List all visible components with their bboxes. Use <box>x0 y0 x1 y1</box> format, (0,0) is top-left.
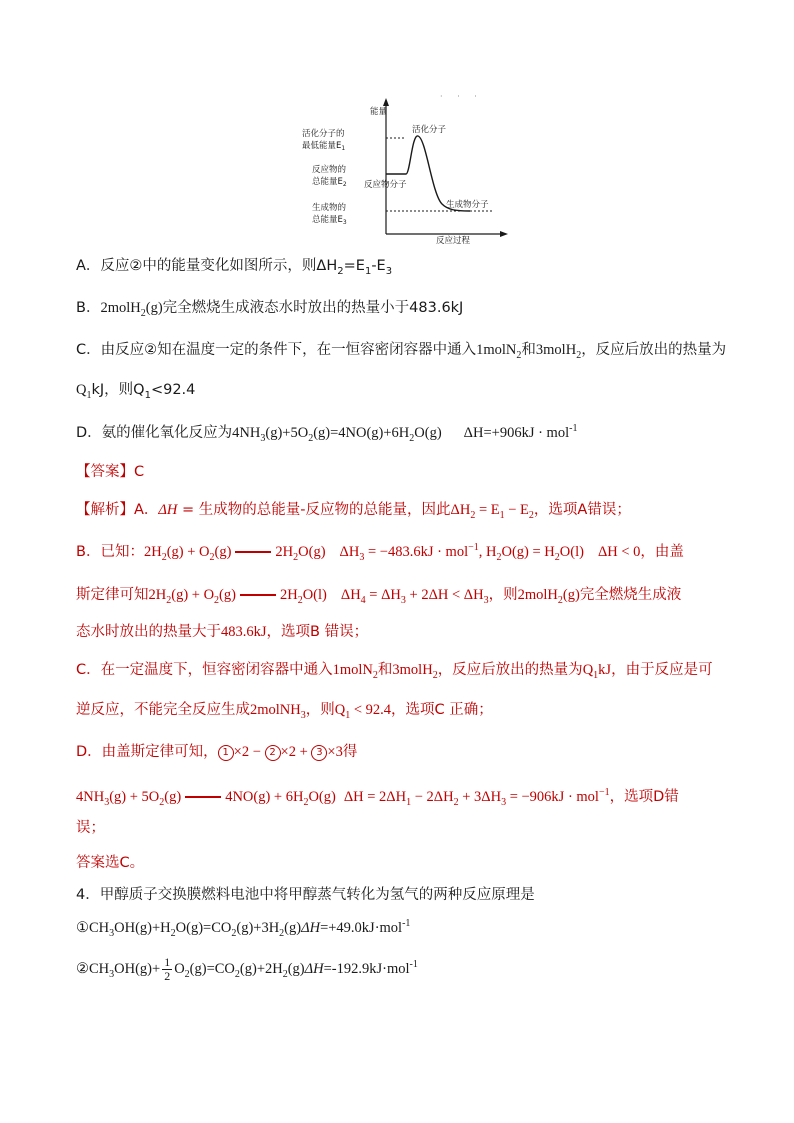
e3-label-2: 总能量$E_3$ <box>312 215 347 226</box>
e1-label-1: 活化分子的 <box>302 129 345 139</box>
option-c-line1: C．由反应②知在温度一定的条件下，在一恒容密闭容器中通入1molN$_2$和3molH$_2$，反应后放出的热量为 <box>76 342 727 361</box>
analysis-a: 【解析】A．ΔH = 生成物的总能量-反应物的总能量，因此$\Delta H_2 = E_1 - E_2$，选项A错误； <box>76 502 631 521</box>
circled-2: 2 <box>265 745 281 761</box>
question-4-reaction-1: $①CH_3OH(g)+H_2O(g)=CO_2(g)+3H_2(g)\Delta H=+49.0kJ\cdot mol^{-1}$ <box>76 918 411 939</box>
e2-label-1: 反应物的 <box>312 165 347 175</box>
answer-line: 【答案】C <box>76 464 145 480</box>
analysis-b-line3: 态水时放出的热量大于483.6kJ，选项B 错误； <box>76 624 369 640</box>
analysis-c-line1: C．在一定温度下，恒容密闭容器中通入1molN$_2$和3molH$_2$，反应后放出的热量为$Q_1kJ$，由于反应是可 <box>76 662 713 681</box>
energy-diagram <box>300 94 510 244</box>
option-a: A．反应②中的能量变化如图所示，则$\Delta H_2=E_1-E_3$ <box>76 258 393 277</box>
option-d: D．氨的催化氧化反应为$4NH_3(g)+5O_2(g)=4NO(g)+6H_2O(g) \Delta H=+906kJ \cdot mol^{-1}$ <box>76 423 578 444</box>
y-axis-label: 能量 <box>370 107 388 117</box>
final-answer: 答案选C。 <box>76 855 145 871</box>
question-4-reaction-2: $②CH_3OH(g)+$ $\frac{1}{2}$ $O_2(g)=CO_2(g)+2H_2(g)\Delta H=-192.9kJ\cdot mol^{-1}$ <box>76 955 418 983</box>
x-axis-label: 反应过程 <box>436 236 471 244</box>
circled-3: 3 <box>311 745 327 761</box>
analysis-b-line2: 斯定律可知$2H_2(g) + O_2(g)$ $2H_2O(l) \Delta H_4 = \Delta H_3 + 2\Delta H < \Delta H_3$，则2molH$_2$(g)完全燃烧生成液 <box>76 587 682 606</box>
reaction-arrow <box>235 551 271 553</box>
product-molecule-label: 生成物分子 <box>446 200 489 210</box>
watermark: · · · <box>440 92 483 101</box>
reaction-arrow <box>240 594 276 596</box>
option-c-line2: $Q_1kJ$，则$Q_1<92.4$ <box>76 382 196 401</box>
y-axis-arrow <box>383 98 389 106</box>
circled-1: 1 <box>218 745 234 761</box>
e2-label-2: 总能量$E_2$ <box>312 177 347 188</box>
analysis-d-line2: $4NH_3(g) + 5O_2(g) 4NO(g) + 6H_2O(g) \Delta H = 2\Delta H_1 - 2\Delta H_2 + 3\Delta H_3 = -906kJ \cdot mol^{-1}$，选项D错 <box>76 787 679 808</box>
option-b: B．2molH$_2$(g)完全燃烧生成液态水时放出的热量小于483.6kJ <box>76 300 464 319</box>
fraction-one-half: $\frac{1}{2}$ <box>164 955 171 983</box>
reactant-molecule-label: 反应物分子 <box>364 180 407 190</box>
x-axis-arrow <box>500 231 508 237</box>
activated-molecule-label: 活化分子 <box>412 125 447 135</box>
e3-label-1: 生成物的 <box>312 203 347 213</box>
analysis-c-line2: 逆反应，不能完全反应生成2molNH$_3$，则$Q_1 < 92.4$，选项C 正确； <box>76 702 493 721</box>
reaction-arrow <box>185 796 221 798</box>
e1-label-2: 最低能量$E_1$ <box>302 141 346 152</box>
analysis-d-line1: D．由盖斯定律可知， 1 ×2 − 2 ×2 + 3 ×3得 <box>76 744 358 760</box>
analysis-b-line1: B．已知：$2H_2(g) + O_2(g)$ $2H_2O(g) \Delta H_3 = -483.6kJ \cdot mol^{-1}$, $H_2O(g) = H_2O(l) \Delta H < 0$，由盖 <box>76 542 684 563</box>
analysis-d-line3: 误； <box>76 820 105 836</box>
question-4-title: 4．甲醇质子交换膜燃料电池中将甲醇蒸气转化为氢气的两种反应原理是 <box>76 887 535 903</box>
